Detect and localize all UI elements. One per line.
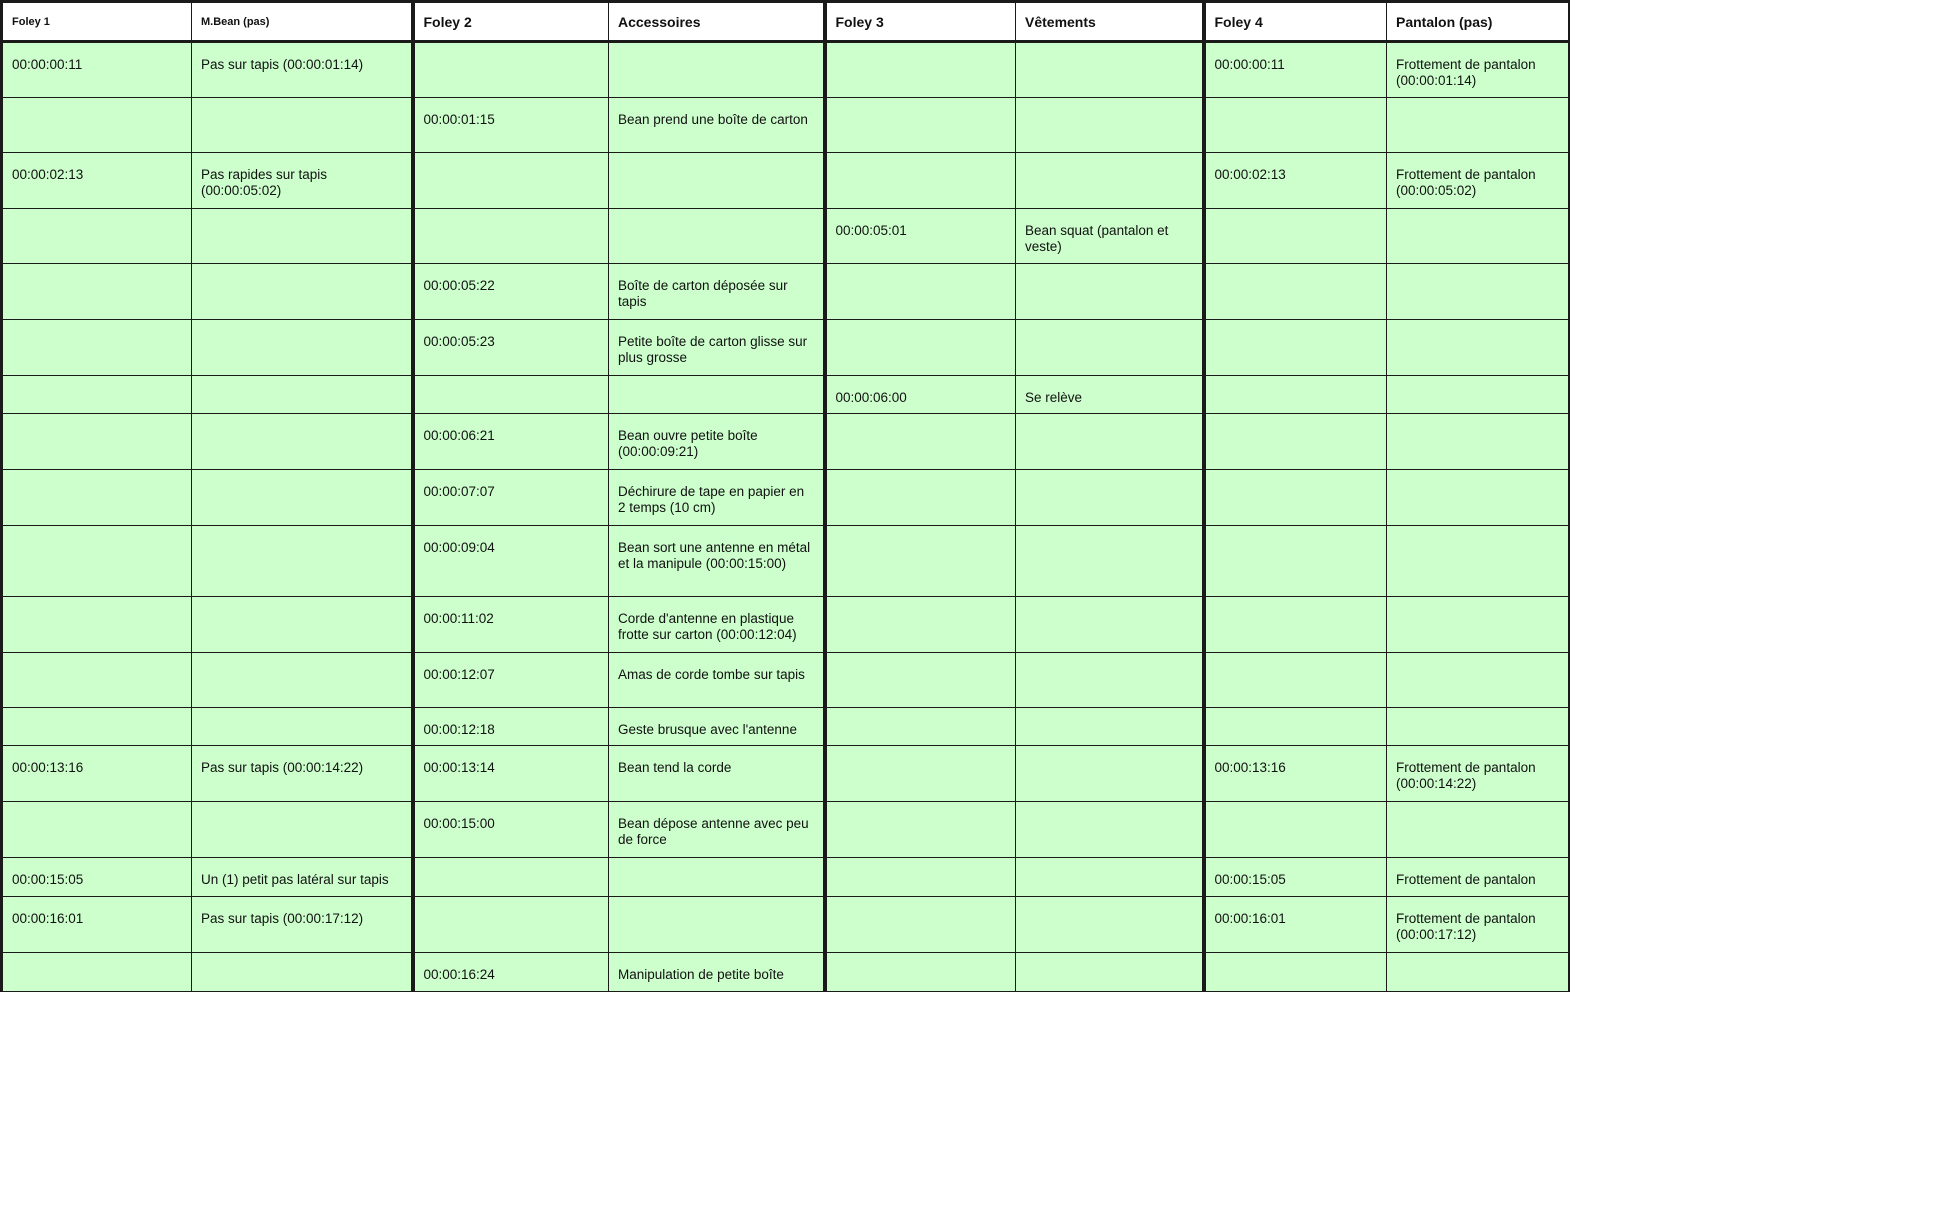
cell-foley-1-time <box>2 470 192 526</box>
cell-pantalon-desc <box>1387 708 1569 746</box>
cell-accessoires-desc: Geste brusque avec l'antenne <box>609 708 825 746</box>
cell-foley-4-time: 00:00:02:13 <box>1204 153 1387 209</box>
cell-foley-3-time <box>825 653 1016 708</box>
table-row <box>2 653 1569 708</box>
cell-foley-2-time <box>413 376 609 414</box>
cell-foley-2-time: 00:00:15:00 <box>413 802 609 858</box>
cell-vetements-desc <box>1016 153 1204 209</box>
cell-mbean-pas-desc <box>192 264 413 320</box>
cell-mbean-pas-desc: Pas rapides sur tapis (00:00:05:02) <box>192 153 413 209</box>
cell-vetements-desc <box>1016 597 1204 653</box>
cell-foley-3-time <box>825 953 1016 992</box>
cell-foley-3-time <box>825 802 1016 858</box>
cell-pantalon-desc <box>1387 653 1569 708</box>
cell-foley-2-time: 00:00:06:21 <box>413 414 609 470</box>
cell-foley-3-time: 00:00:05:01 <box>825 209 1016 264</box>
cell-vetements-desc <box>1016 746 1204 802</box>
cell-foley-4-time <box>1204 953 1387 992</box>
cell-pantalon-desc <box>1387 209 1569 264</box>
cell-mbean-pas-desc <box>192 414 413 470</box>
cell-accessoires-desc <box>609 376 825 414</box>
cell-foley-3-time <box>825 858 1016 897</box>
cell-mbean-pas-desc <box>192 209 413 264</box>
cell-accessoires-desc: Manipulation de petite boîte <box>609 953 825 992</box>
cell-mbean-pas-desc <box>192 708 413 746</box>
cell-foley-2-time: 00:00:11:02 <box>413 597 609 653</box>
table-row <box>2 746 1569 802</box>
cell-foley-2-time: 00:00:05:23 <box>413 320 609 376</box>
cell-accessoires-desc: Bean tend la corde <box>609 746 825 802</box>
cell-foley-1-time <box>2 953 192 992</box>
cell-foley-1-time: 00:00:02:13 <box>2 153 192 209</box>
cell-vetements-desc <box>1016 470 1204 526</box>
cell-accessoires-desc: Bean dépose antenne avec peu de force <box>609 802 825 858</box>
table-row <box>2 320 1569 376</box>
cell-foley-1-time <box>2 98 192 153</box>
cell-foley-3-time <box>825 746 1016 802</box>
cell-pantalon-desc <box>1387 953 1569 992</box>
cell-foley-2-time: 00:00:07:07 <box>413 470 609 526</box>
cell-foley-1-time: 00:00:15:05 <box>2 858 192 897</box>
cell-mbean-pas-desc <box>192 802 413 858</box>
cell-vetements-desc <box>1016 98 1204 153</box>
table-row <box>2 526 1569 597</box>
cell-mbean-pas-desc: Un (1) petit pas latéral sur tapis <box>192 858 413 897</box>
cell-foley-2-time <box>413 858 609 897</box>
cell-foley-3-time <box>825 42 1016 98</box>
cell-foley-4-time <box>1204 526 1387 597</box>
cell-accessoires-desc: Amas de corde tombe sur tapis <box>609 653 825 708</box>
cell-pantalon-desc <box>1387 320 1569 376</box>
cell-foley-1-time <box>2 264 192 320</box>
cell-foley-2-time: 00:00:12:07 <box>413 653 609 708</box>
cell-foley-3-time <box>825 414 1016 470</box>
cell-foley-3-time <box>825 597 1016 653</box>
cell-mbean-pas-desc: Pas sur tapis (00:00:17:12) <box>192 897 413 953</box>
table-row <box>2 802 1569 858</box>
cell-foley-4-time <box>1204 414 1387 470</box>
cell-vetements-desc <box>1016 802 1204 858</box>
cell-foley-2-time: 00:00:13:14 <box>413 746 609 802</box>
cell-foley-1-time <box>2 802 192 858</box>
cell-vetements-desc <box>1016 42 1204 98</box>
cell-foley-2-time <box>413 153 609 209</box>
table-row <box>2 264 1569 320</box>
cell-accessoires-desc <box>609 42 825 98</box>
table-row <box>2 153 1569 209</box>
cell-foley-4-time <box>1204 264 1387 320</box>
table-row <box>2 414 1569 470</box>
cell-mbean-pas-desc <box>192 953 413 992</box>
table-row <box>2 42 1569 98</box>
cell-foley-3-time <box>825 526 1016 597</box>
cell-foley-1-time <box>2 414 192 470</box>
table-row <box>2 376 1569 414</box>
cell-mbean-pas-desc <box>192 320 413 376</box>
cell-vetements-desc <box>1016 526 1204 597</box>
cell-foley-1-time: 00:00:16:01 <box>2 897 192 953</box>
cell-pantalon-desc <box>1387 264 1569 320</box>
cue-rows <box>2 42 1569 992</box>
cell-accessoires-desc: Bean sort une antenne en métal et la manipule (00:00:15:00) <box>609 526 825 597</box>
cell-accessoires-desc: Bean ouvre petite boîte (00:00:09:21) <box>609 414 825 470</box>
table-row <box>2 98 1569 153</box>
cell-pantalon-desc: Frottement de pantalon (00:00:17:12) <box>1387 897 1569 953</box>
cell-foley-2-time: 00:00:01:15 <box>413 98 609 153</box>
cell-foley-2-time <box>413 897 609 953</box>
table-row <box>2 597 1569 653</box>
cell-foley-1-time <box>2 209 192 264</box>
header-accessoires: Accessoires <box>609 2 825 42</box>
cell-foley-3-time <box>825 153 1016 209</box>
cell-foley-4-time: 00:00:00:11 <box>1204 42 1387 98</box>
cell-foley-4-time <box>1204 653 1387 708</box>
cell-foley-3-time <box>825 98 1016 153</box>
cell-foley-3-time <box>825 897 1016 953</box>
cell-mbean-pas-desc <box>192 376 413 414</box>
cell-foley-3-time <box>825 470 1016 526</box>
table-row <box>2 953 1569 992</box>
cell-foley-4-time <box>1204 708 1387 746</box>
cell-accessoires-desc: Déchirure de tape en papier en 2 temps (10 cm) <box>609 470 825 526</box>
header-foley-4: Foley 4 <box>1204 2 1387 42</box>
cell-foley-1-time: 00:00:00:11 <box>2 42 192 98</box>
cell-foley-1-time <box>2 320 192 376</box>
cell-accessoires-desc: Boîte de carton déposée sur tapis <box>609 264 825 320</box>
cell-foley-3-time <box>825 708 1016 746</box>
cell-vetements-desc <box>1016 264 1204 320</box>
table-row <box>2 470 1569 526</box>
cell-accessoires-desc <box>609 209 825 264</box>
cell-foley-1-time <box>2 653 192 708</box>
cell-vetements-desc: Se relève <box>1016 376 1204 414</box>
header-foley-1: Foley 1 <box>2 2 192 42</box>
cell-mbean-pas-desc <box>192 597 413 653</box>
cell-accessoires-desc <box>609 858 825 897</box>
cell-vetements-desc: Bean squat (pantalon et veste) <box>1016 209 1204 264</box>
cell-foley-4-time: 00:00:16:01 <box>1204 897 1387 953</box>
cell-pantalon-desc <box>1387 597 1569 653</box>
cell-foley-2-time <box>413 209 609 264</box>
cell-foley-1-time <box>2 708 192 746</box>
header-foley-2: Foley 2 <box>413 2 609 42</box>
cell-foley-2-time <box>413 42 609 98</box>
cell-accessoires-desc: Corde d'antenne en plastique frotte sur carton (00:00:12:04) <box>609 597 825 653</box>
cell-accessoires-desc: Bean prend une boîte de carton <box>609 98 825 153</box>
cell-pantalon-desc <box>1387 526 1569 597</box>
cell-pantalon-desc: Frottement de pantalon (00:00:01:14) <box>1387 42 1569 98</box>
cell-foley-2-time: 00:00:16:24 <box>413 953 609 992</box>
cell-foley-3-time <box>825 264 1016 320</box>
cell-foley-1-time: 00:00:13:16 <box>2 746 192 802</box>
cell-accessoires-desc <box>609 897 825 953</box>
header-foley-3: Foley 3 <box>825 2 1016 42</box>
cell-foley-4-time <box>1204 470 1387 526</box>
cell-foley-4-time: 00:00:15:05 <box>1204 858 1387 897</box>
cell-accessoires-desc <box>609 153 825 209</box>
cell-accessoires-desc: Petite boîte de carton glisse sur plus grosse <box>609 320 825 376</box>
cell-pantalon-desc <box>1387 802 1569 858</box>
cell-vetements-desc <box>1016 414 1204 470</box>
cell-foley-4-time <box>1204 98 1387 153</box>
table-row <box>2 858 1569 897</box>
cell-pantalon-desc: Frottement de pantalon <box>1387 858 1569 897</box>
cell-mbean-pas-desc <box>192 470 413 526</box>
cell-pantalon-desc: Frottement de pantalon (00:00:14:22) <box>1387 746 1569 802</box>
cell-foley-2-time: 00:00:12:18 <box>413 708 609 746</box>
cell-foley-2-time: 00:00:05:22 <box>413 264 609 320</box>
cell-vetements-desc <box>1016 708 1204 746</box>
cell-pantalon-desc <box>1387 414 1569 470</box>
cell-foley-4-time <box>1204 597 1387 653</box>
cell-mbean-pas-desc <box>192 98 413 153</box>
cell-vetements-desc <box>1016 897 1204 953</box>
cell-foley-1-time <box>2 376 192 414</box>
cell-foley-3-time: 00:00:06:00 <box>825 376 1016 414</box>
header-vetements: Vêtements <box>1016 2 1204 42</box>
cell-foley-2-time: 00:00:09:04 <box>413 526 609 597</box>
cell-vetements-desc <box>1016 320 1204 376</box>
table-row <box>2 209 1569 264</box>
cell-foley-1-time <box>2 526 192 597</box>
table-row <box>2 708 1569 746</box>
cell-mbean-pas-desc: Pas sur tapis (00:00:14:22) <box>192 746 413 802</box>
cell-vetements-desc <box>1016 653 1204 708</box>
cell-pantalon-desc: Frottement de pantalon (00:00:05:02) <box>1387 153 1569 209</box>
cell-pantalon-desc <box>1387 376 1569 414</box>
cell-foley-4-time <box>1204 376 1387 414</box>
cell-vetements-desc <box>1016 953 1204 992</box>
table-row <box>2 897 1569 953</box>
cell-mbean-pas-desc: Pas sur tapis (00:00:01:14) <box>192 42 413 98</box>
cell-foley-4-time <box>1204 320 1387 376</box>
cell-foley-4-time <box>1204 802 1387 858</box>
header-pantalon-pas: Pantalon (pas) <box>1387 2 1569 42</box>
cell-vetements-desc <box>1016 858 1204 897</box>
cell-foley-4-time <box>1204 209 1387 264</box>
cell-pantalon-desc <box>1387 98 1569 153</box>
cell-foley-4-time: 00:00:13:16 <box>1204 746 1387 802</box>
cell-pantalon-desc <box>1387 470 1569 526</box>
cell-mbean-pas-desc <box>192 526 413 597</box>
cell-foley-3-time <box>825 320 1016 376</box>
cell-mbean-pas-desc <box>192 653 413 708</box>
header-row <box>2 2 1569 42</box>
cell-foley-1-time <box>2 597 192 653</box>
header-mbean-pas: M.Bean (pas) <box>192 2 413 42</box>
